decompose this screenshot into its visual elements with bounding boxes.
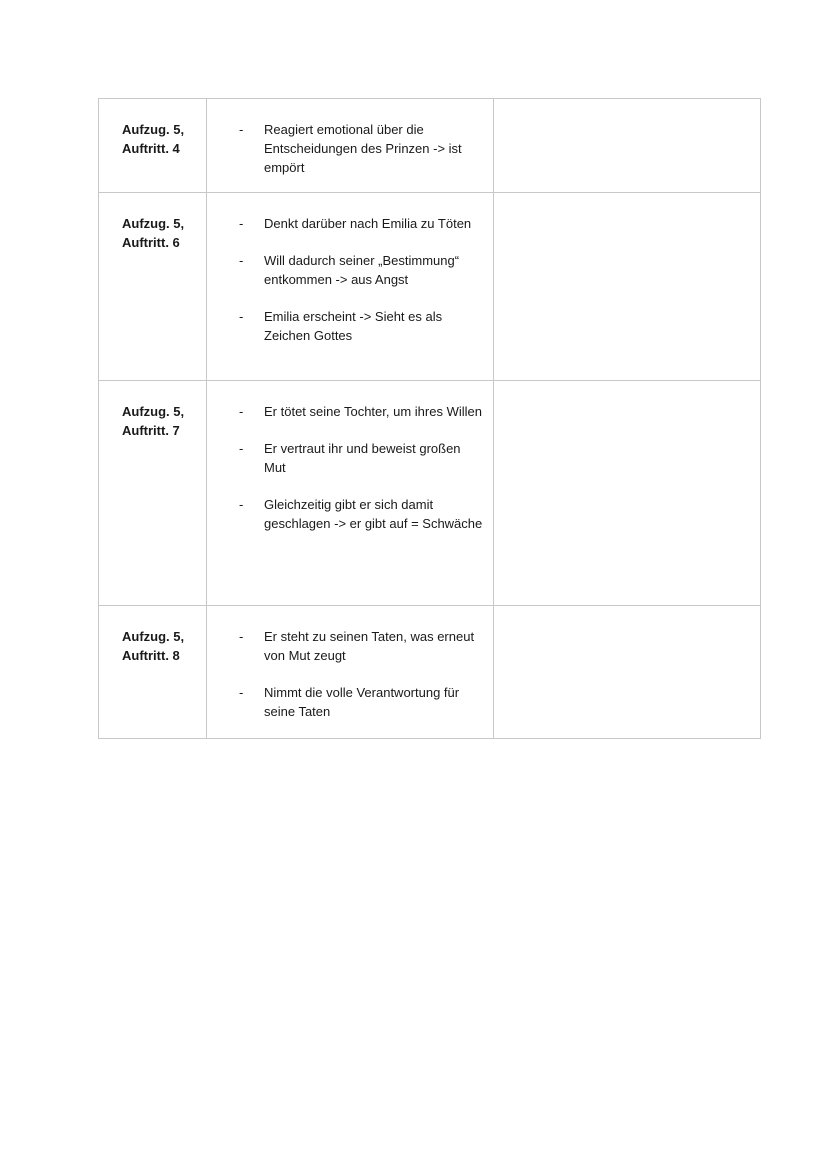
scene-label-cell (99, 193, 207, 381)
scene-label (99, 99, 206, 158)
notes-cell (494, 193, 761, 381)
scene-label-cell (99, 381, 207, 606)
bullet-text: Gleichzeitig gibt er sich damit geschlagen -> er gibt auf = Schwäche (264, 497, 483, 531)
act-number: Aufzug. 5, (122, 629, 185, 644)
points-cell (207, 193, 494, 381)
list-item (207, 214, 485, 233)
bullet-text: Will dadurch seiner „Bestimmung“ entkommen -> aus Angst (264, 253, 460, 287)
list-item (207, 627, 485, 665)
scene-number: Auftritt. 4 (122, 141, 180, 156)
bullet-text: Emilia erscheint -> Sieht es als Zeichen Gottes (264, 309, 443, 343)
dash-marker: - (239, 685, 244, 700)
scene-analysis-table (98, 98, 761, 739)
bullet-list (207, 606, 493, 721)
table-row (99, 381, 761, 606)
list-item (207, 439, 485, 477)
bullet-text: Er vertraut ihr und beweist großen Mut (264, 441, 461, 475)
notes-cell (494, 381, 761, 606)
list-item (207, 683, 485, 721)
act-number: Aufzug. 5, (122, 404, 185, 419)
scene-label-cell (99, 99, 207, 193)
table-row (99, 99, 761, 193)
bullet-text: Er tötet seine Tochter, um ihres Willen (264, 404, 482, 419)
act-number: Aufzug. 5, (122, 122, 185, 137)
dash-marker: - (239, 441, 244, 456)
table-row (99, 193, 761, 381)
list-item (207, 402, 485, 421)
scene-label (99, 381, 206, 440)
scene-number: Auftritt. 6 (122, 235, 180, 250)
dash-marker: - (239, 497, 244, 512)
bullet-text: Denkt darüber nach Emilia zu Töten (264, 216, 472, 231)
dash-marker: - (239, 404, 244, 419)
list-item (207, 120, 485, 177)
list-item (207, 307, 485, 345)
bullet-list (207, 99, 493, 177)
dash-marker: - (239, 253, 244, 268)
table-row (99, 606, 761, 739)
list-item (207, 251, 485, 289)
bullet-text: Reagiert emotional über die Entscheidungen des Prinzen -> ist empört (264, 122, 462, 175)
scene-label-cell (99, 606, 207, 739)
dash-marker: - (239, 216, 244, 231)
bullet-text: Er steht zu seinen Taten, was erneut von Mut zeugt (264, 629, 475, 663)
points-cell (207, 99, 494, 193)
scene-number: Auftritt. 8 (122, 648, 180, 663)
notes-cell (494, 99, 761, 193)
notes-cell (494, 606, 761, 739)
bullet-list (207, 193, 493, 345)
list-item (207, 495, 485, 533)
scene-label (99, 606, 206, 665)
scene-number: Auftritt. 7 (122, 423, 180, 438)
points-cell (207, 606, 494, 739)
scene-label (99, 193, 206, 252)
points-cell (207, 381, 494, 606)
act-number: Aufzug. 5, (122, 216, 185, 231)
dash-marker: - (239, 629, 244, 644)
bullet-text: Nimmt die volle Verantwortung für seine Taten (264, 685, 460, 719)
dash-marker: - (239, 122, 244, 137)
dash-marker: - (239, 309, 244, 324)
bullet-list (207, 381, 493, 533)
